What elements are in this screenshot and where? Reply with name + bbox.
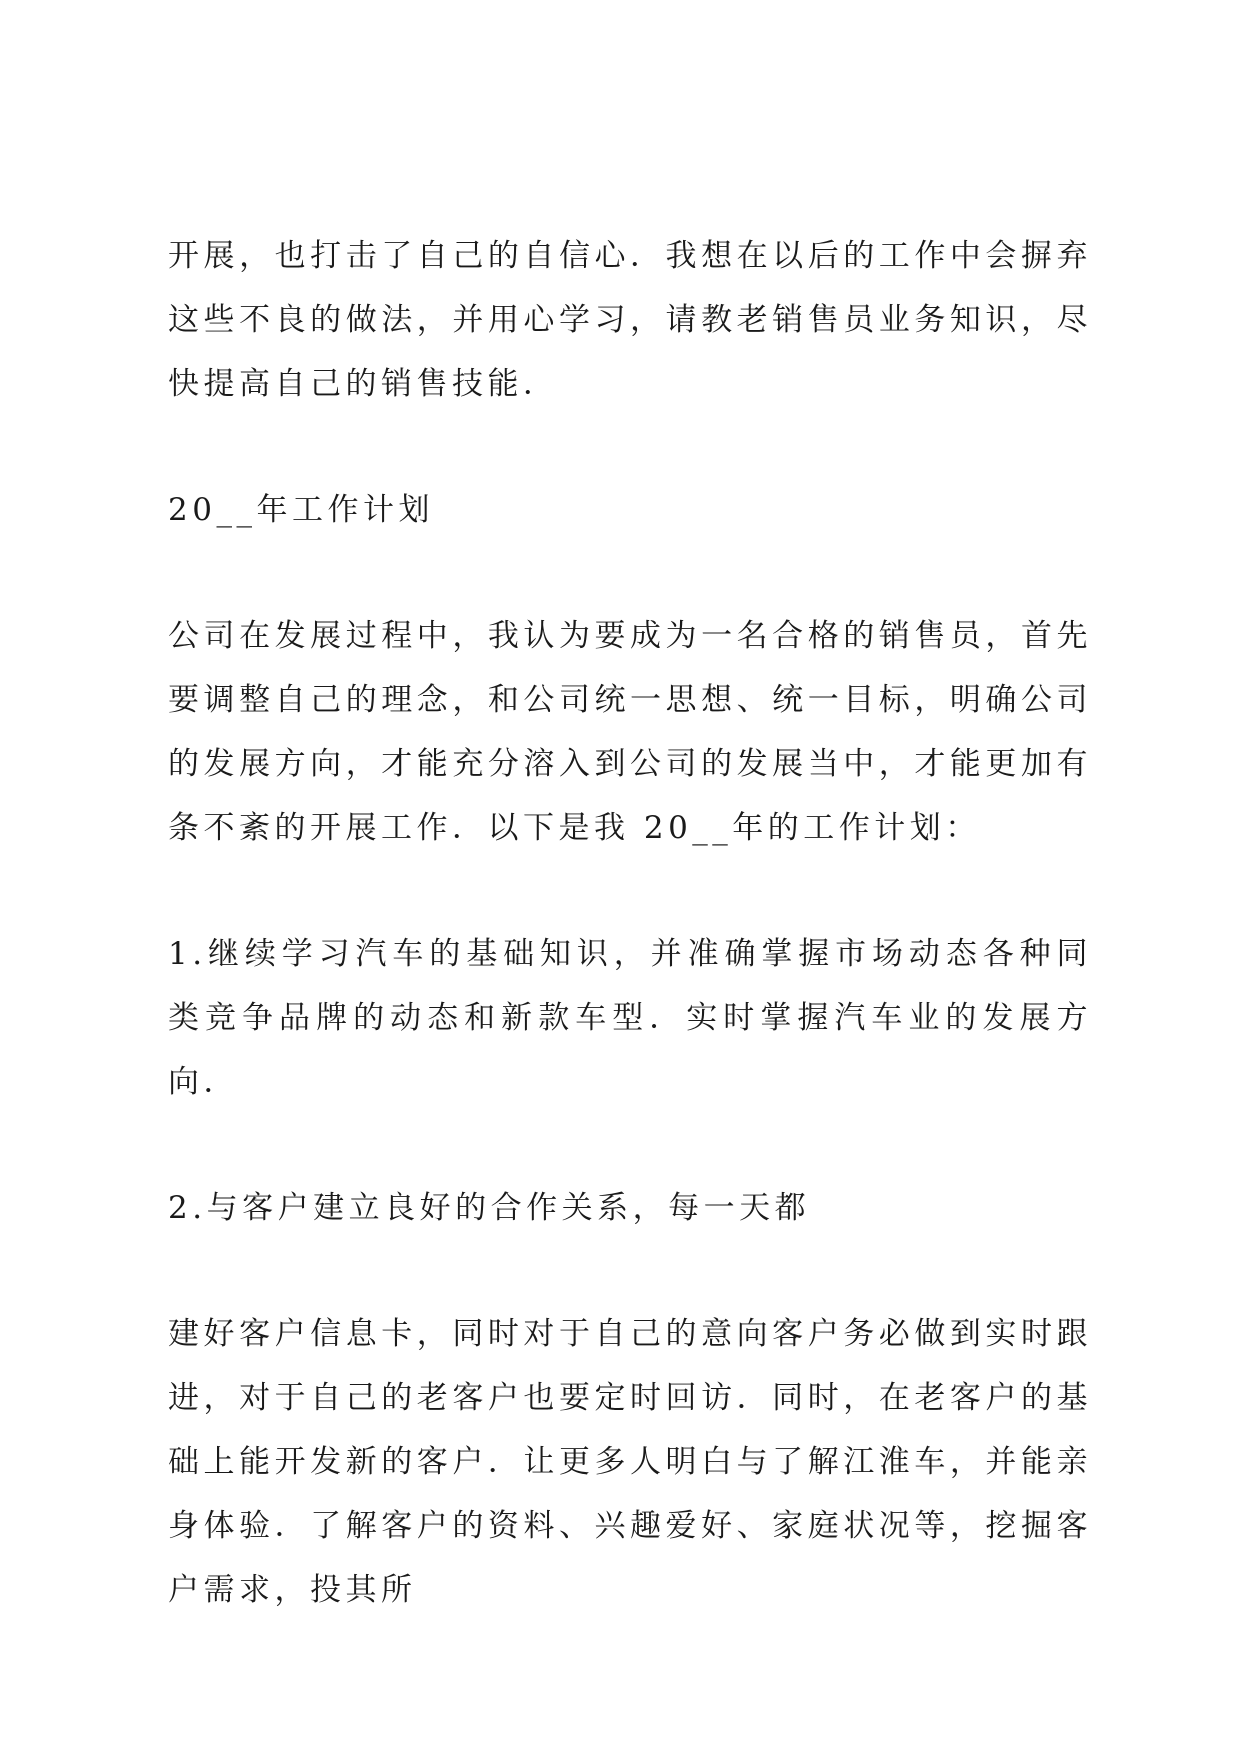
- paragraph-spacer: [168, 542, 1092, 604]
- paragraph-intro-continuation: 开展，也打击了自己的自信心．我想在以后的工作中会摒弃这些不良的做法，并用心学习，请教老销售员业务知识，尽快提高自己的销售技能．: [168, 238, 1092, 402]
- paragraph-spacer: [168, 860, 1092, 922]
- paragraph-customer-info: 建好客户信息卡，同时对于自己的意向客户务必做到实时跟进，对于自己的老客户也要定时回访．同时，在老客户的基础上能开发新的客户．让更多人明白与了解江淮车，并能亲身体验．了解客户的资料、兴趣爱好、家庭状况等，挖掘客户需求，投其所: [168, 1316, 1092, 1608]
- document-body: [168, 224, 1092, 1622]
- paragraph-spacer: [168, 1240, 1092, 1302]
- paragraph-spacer: [168, 416, 1092, 478]
- plan-item-1: 1.继续学习汽车的基础知识，并准确掌握市场动态各种同类竞争品牌的动态和新款车型．实时掌握汽车业的发展方向．: [168, 936, 1092, 1100]
- paragraph-spacer: [168, 1114, 1092, 1176]
- paragraph-plan-intro: 公司在发展过程中，我认为要成为一名合格的销售员，首先要调整自己的理念，和公司统一思想、统一目标，明确公司的发展方向，才能充分溶入到公司的发展当中，才能更加有条不紊的开展工作．以下是我 20__年的工作计划：: [168, 618, 1092, 846]
- section-heading-work-plan: 20__年工作计划: [168, 492, 434, 528]
- plan-item-2: 2.与客户建立良好的合作关系，每一天都: [168, 1190, 811, 1226]
